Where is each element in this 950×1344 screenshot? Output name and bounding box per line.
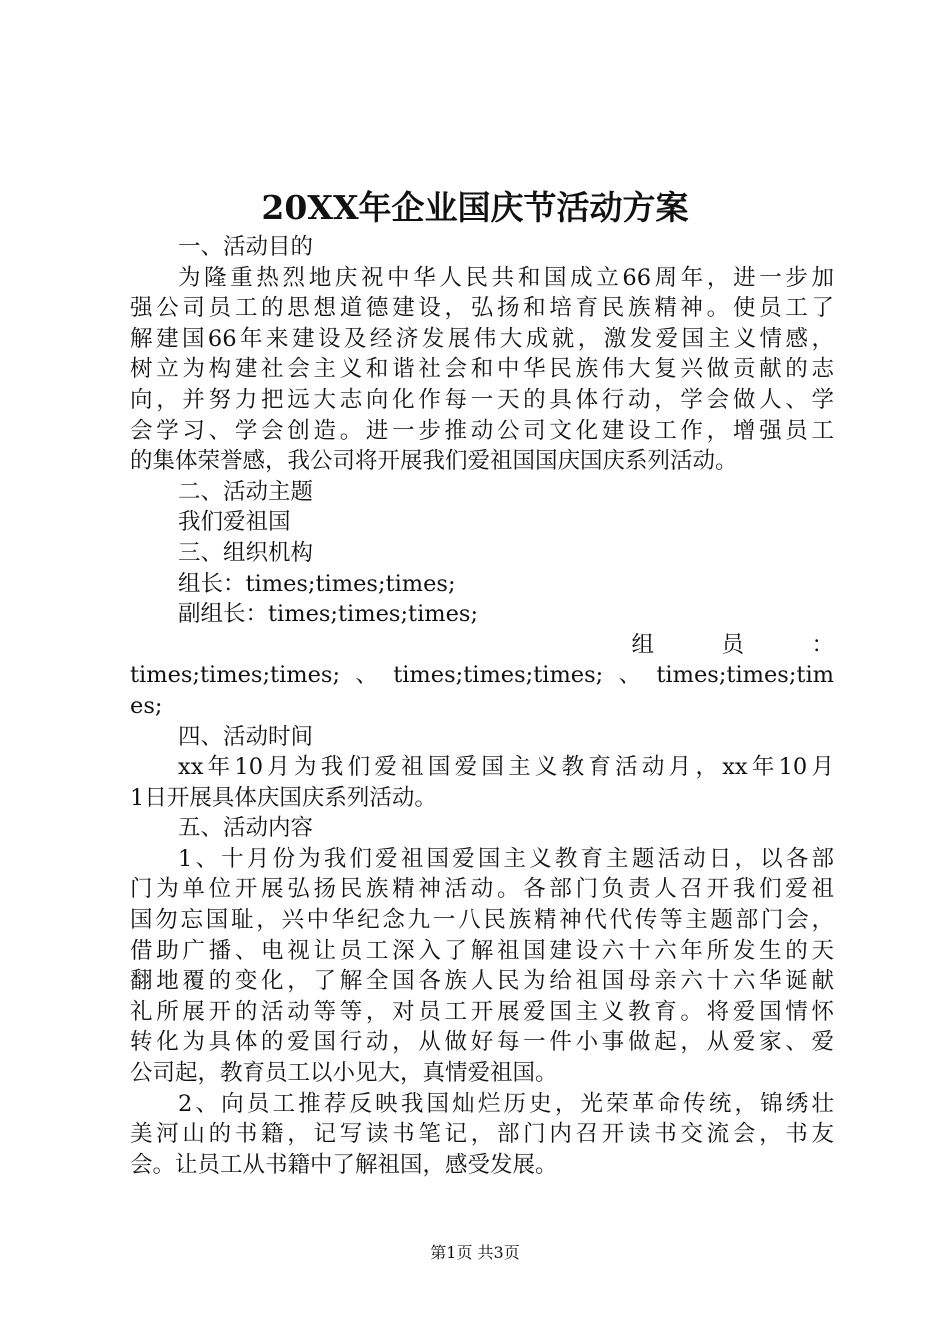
section-heading: 一、活动目的	[178, 234, 314, 260]
paragraph-line: 我们爱祖国	[178, 509, 291, 536]
section-heading: 二、活动主题	[178, 478, 314, 505]
paragraph-line: 翻地覆的变化，了解全国各族人民为给祖国母亲六十六华诞献	[130, 968, 834, 995]
section-heading: 五、活动内容	[178, 815, 314, 842]
paragraph-line: 的集体荣誉感，我公司将开展我们爱祖国国庆国庆系列活动。	[130, 448, 738, 475]
paragraph-line: 转化为具体的爱国行动，从做好每一件小事做起，从爱家、爱	[130, 1029, 834, 1056]
paragraph-line: 1日开展具体庆国庆系列活动。	[130, 784, 437, 811]
page-title: 20XX年企业国庆节活动方案	[261, 188, 689, 227]
paragraph-line: es;	[130, 692, 163, 719]
paragraph-line: 借助广播、电视让员工深入了解祖国建设六十六年所发生的天	[130, 937, 834, 964]
paragraph-line: 组长：times;times;times;	[178, 570, 456, 597]
paragraph-line: 公司起，教育员工以小见大，真情爱祖国。	[130, 1060, 558, 1087]
paragraph-line: 1、十月份为我们爱祖国爱国主义教育主题活动日，以各部	[178, 845, 834, 872]
paragraph-line: 强公司员工的思想道德建设，弘扬和培育民族精神。使员工了	[130, 295, 834, 322]
paragraph-line: 向，并努力把远大志向化作每一天的具体行动，学会做人、学	[130, 386, 834, 413]
page-footer: 第1页 共3页	[430, 1243, 520, 1262]
paragraph-line: 组 员 ：	[631, 631, 834, 658]
paragraph-line: 副组长：times;times;times;	[178, 601, 479, 628]
section-heading: 三、组织机构	[178, 539, 314, 566]
paragraph-line: times;times;times;、times;times;times;、times;times;tim	[130, 662, 834, 689]
paragraph-line: 会学习、学会创造。进一步推动公司文化建设工作，增强员工	[130, 417, 834, 444]
paragraph-line: 树立为构建社会主义和谐社会和中华民族伟大复兴做贡献的志	[130, 356, 834, 383]
paragraph-line: 礼所展开的活动等等，对员工开展爱国主义教育。将爱国情怀	[130, 998, 834, 1025]
paragraph-line: 美河山的书籍，记写读书笔记，部门内召开读书交流会，书友	[130, 1121, 834, 1148]
paragraph-line: 国勿忘国耻，兴中华纪念九一八民族精神代代传等主题部门会，	[130, 907, 834, 934]
paragraph-line: 门为单位开展弘扬民族精神活动。各部门负责人召开我们爱祖	[130, 876, 834, 903]
paragraph-line: 2、向员工推荐反映我国灿烂历史，光荣革命传统，锦绣壮	[178, 1090, 834, 1117]
paragraph-line: 会。让员工从书籍中了解祖国，感受发展。	[130, 1151, 558, 1178]
paragraph-line: 解建国66年来建设及经济发展伟大成就，激发爱国主义情感，	[130, 325, 834, 352]
paragraph-line: xx年10月为我们爱祖国爱国主义教育活动月，xx年10月	[178, 754, 834, 781]
paragraph-line: 为隆重热烈地庆祝中华人民共和国成立66周年，进一步加	[178, 264, 834, 291]
document-body	[130, 232, 834, 1180]
section-heading: 四、活动时间	[178, 723, 314, 750]
